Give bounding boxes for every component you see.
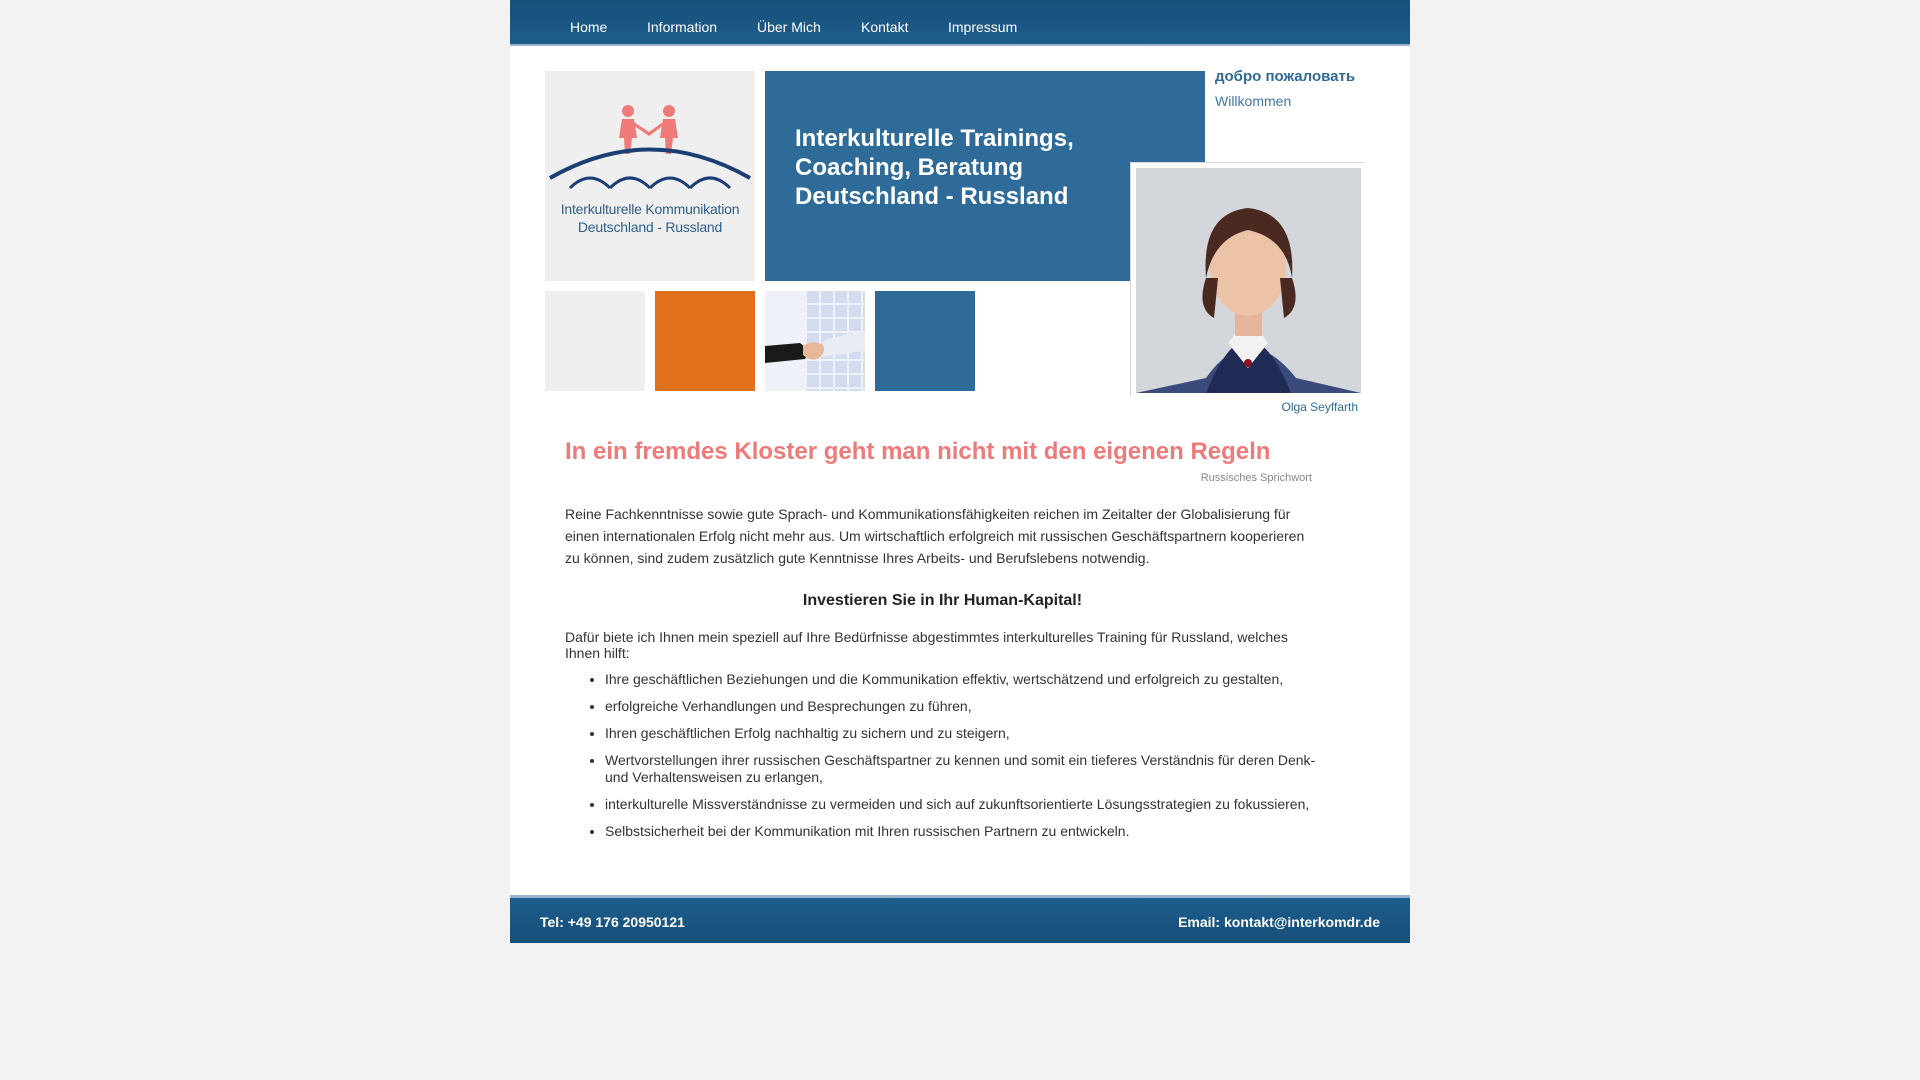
logo-text-line1: Interkulturelle Kommunikation bbox=[560, 201, 740, 217]
welcome-german: Willkommen bbox=[1215, 93, 1292, 109]
footer-bar bbox=[510, 898, 1410, 943]
handshake-icon bbox=[765, 291, 865, 391]
logo-text-line2: Deutschland - Russland bbox=[577, 219, 723, 235]
portrait-caption: Olga Seyffarth bbox=[1281, 400, 1358, 414]
banner-title-line3: Deutschland - Russland bbox=[795, 183, 1069, 210]
footer-phone: Tel: +49 176 20950121 bbox=[540, 914, 685, 930]
quote-heading: In ein fremdes Kloster geht man nicht mit den eigenen Regeln bbox=[565, 438, 1271, 465]
welcome-russian: добро пожаловать bbox=[1215, 68, 1356, 85]
banner-title-line1: Interkulturelle Trainings, bbox=[795, 125, 1074, 152]
top-navbar bbox=[510, 0, 1410, 46]
subheading: Investieren Sie in Ihr Human-Kapital! bbox=[802, 592, 1083, 609]
page-container bbox=[510, 0, 1410, 943]
list-item: • Selbstsicherheit bei der Kommunikation mit Ihren russischen Partnern zu entwickeln. bbox=[605, 823, 1320, 840]
benefits-list bbox=[565, 671, 1320, 840]
list-item: • interkulturelle Missverständnisse zu vermeiden und sich auf zukunftsorientierte Lösungsstrategien zu fokussieren, bbox=[605, 796, 1320, 813]
list-item: • Ihren geschäftlichen Erfolg nachhaltig zu sichern und zu steigern, bbox=[605, 725, 1320, 742]
tile-blue bbox=[875, 291, 975, 391]
nav-impressum[interactable]: Impressum bbox=[948, 19, 1018, 35]
nav-kontakt[interactable]: Kontakt bbox=[861, 19, 909, 35]
main-content bbox=[565, 438, 1320, 850]
list-item: • Wertvorstellungen ihrer russischen Geschäftspartner zu kennen und somit ein tieferes Verständnis für deren Denk-und Verhaltensweisen zu erlangen, bbox=[605, 752, 1320, 786]
nav-information[interactable]: Information bbox=[647, 19, 718, 35]
portrait-frame bbox=[1130, 162, 1365, 396]
banner-title-line2: Coaching, Beratung bbox=[795, 154, 1024, 181]
portrait-person-icon bbox=[1136, 168, 1361, 393]
intro-paragraph: Reine Fachkenntnisse sowie gute Sprach- und Kommunikationsfähigkeiten reichen im Zeitalter der Globalisierung für einen internationalen Erfolg nicht mehr aus. Um wirtschaftlich erfolgreich mit russischen Geschäftspartnern kooperieren zu können, sind zudem zusätzlich gute Kenntnisse Ihres Arbeits- und Berufslebens notwendig. bbox=[565, 506, 1305, 566]
nav-home[interactable]: Home bbox=[570, 19, 608, 35]
logo-figures-icon bbox=[545, 96, 755, 216]
banner-title bbox=[795, 124, 1155, 211]
footer-email[interactable]: Email: kontakt@interkomdr.de bbox=[1178, 914, 1380, 930]
tile-handshake bbox=[765, 291, 865, 391]
portrait-photo bbox=[1136, 168, 1361, 393]
quote-source: Russisches Sprichwort bbox=[1200, 472, 1312, 484]
logo[interactable] bbox=[545, 71, 755, 281]
nav-ueber-mich[interactable]: Über Mich bbox=[757, 19, 821, 35]
tile-grey bbox=[545, 291, 645, 391]
offer-paragraph: Dafür biete ich Ihnen mein speziell auf Ihre Bedürfnisse abgestimmtes interkulturelles Training für Russland, welches Ihnen hilft: bbox=[565, 629, 1288, 661]
list-item: • erfolgreiche Verhandlungen und Besprechungen zu führen, bbox=[605, 698, 1320, 715]
list-item: • Ihre geschäftlichen Beziehungen und die Kommunikation effektiv, wertschätzend und erfolgreich zu gestalten, bbox=[605, 671, 1320, 688]
tile-orange bbox=[655, 291, 755, 391]
